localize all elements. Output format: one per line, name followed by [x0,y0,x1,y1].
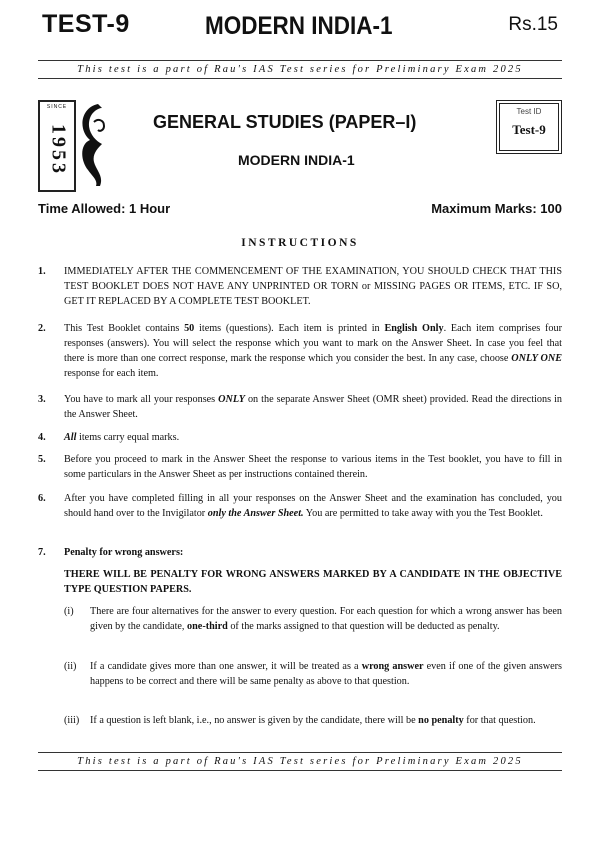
logo-since-text: SINCE [46,104,68,110]
penalty-point: (ii) If a candidate gives more than one answer, it will be treated as a wrong answer even if one of the given answers happens to be correct and there will be same penalty as above to that question. [64,661,563,687]
test-id-value: Test-9 [512,122,546,137]
svg-text:1953: 1953 [47,124,70,176]
instruction-item: 4. All items carry equal marks. [38,432,180,443]
logo-swirl-icon [76,100,106,188]
penalty-point: (i) There are four alternatives for the answer to every question. For each question for which a wrong answer has been given by the candidate, one-third of the marks assigned to that question will be deducted as penalty. [64,606,562,632]
price-label: Rs.15 [508,14,558,35]
penalty-notice: THERE WILL BE PENALTY FOR WRONG ANSWERS MARKED BY A CANDIDATE IN THE OBJECTIVE TYPE QUESTION PAPERS. [64,569,562,595]
series-banner-bottom: This test is a part of Rau's IAS Test series for Preliminary Exam 2025 [38,752,562,771]
instruction-item: 2. This Test Booklet contains 50 items (questions). Each item is printed in English Only. Each item comprises four responses (answers). You will select the response which you want to mark on the Answer Sheet. In case you feel that there is more than one correct response, mark the response which you consider the best. In any case, choose ONLY ONE response for each item. [38,323,562,379]
test-title: MODERN INDIA-1 [205,12,393,40]
instructions-heading: INSTRUCTIONS [241,237,359,249]
test-number: TEST-9 [42,10,130,38]
logo-year-text [42,112,72,188]
test-id-box [496,100,562,154]
paper-title: GENERAL STUDIES (PAPER–I) [153,112,417,132]
time-allowed: Time Allowed: 1 Hour [38,201,171,216]
maximum-marks: Maximum Marks: 100 [431,201,562,216]
test-id-label: Test ID [516,107,542,116]
instruction-item: 5. Before you proceed to mark in the Answer Sheet the response to various items in the Test booklet, you have to fill in some particulars in the Answer Sheet as per instructions contained therein. [38,454,562,480]
paper-subtitle: MODERN INDIA-1 [238,152,355,168]
institute-logo [38,100,76,192]
penalty-point: (iii) If a question is left blank, i.e., no answer is given by the candidate, there will be no penalty for that question. [64,715,536,726]
instruction-item: 3. You have to mark all your responses ONLY on the separate Answer Sheet (OMR sheet) provided. Read the directions in the Answer Sheet. [38,394,563,420]
instruction-item: 1. IMMEDIATELY AFTER THE COMMENCEMENT OF THE EXAMINATION, YOU SHOULD CHECK THAT THIS TEST BOOKLET DOES NOT HAVE ANY UNPRINTED OR TORN or MISSING PAGES OR ITEMS, ETC. IF SO, GET IT REPLACED BY A COMPLETE TEST BOOKLET. [38,266,562,307]
instruction-item: 6. After you have completed filling in all your responses on the Answer Sheet and the examination has concluded, you should hand over to the Invigilator only the Answer Sheet. You are permitted to take away with you the Test Booklet. [38,493,562,519]
instruction-item: 7. Penalty for wrong answers: [38,547,184,558]
series-banner-top: This test is a part of Rau's IAS Test series for Preliminary Exam 2025 [38,60,562,79]
